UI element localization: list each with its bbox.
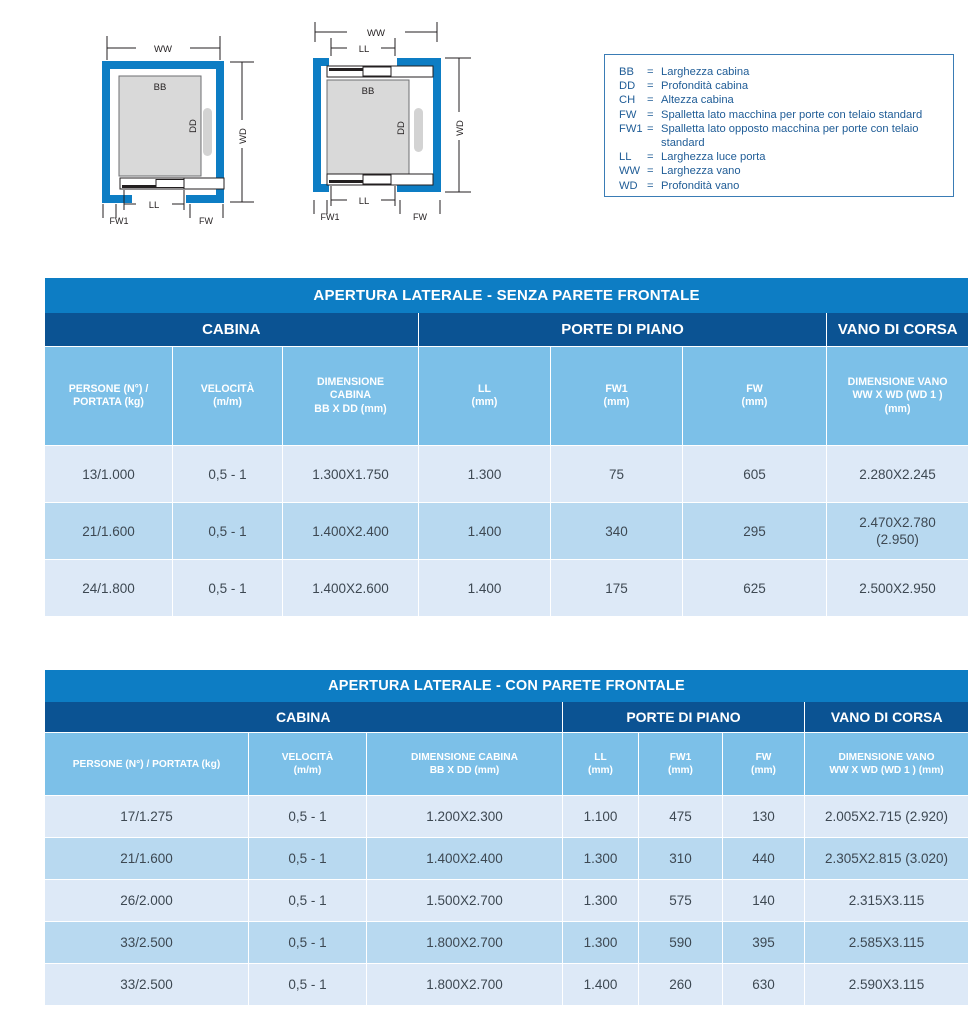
cell-value: 590 xyxy=(669,935,692,950)
table1-column-header xyxy=(551,347,683,446)
cell-value: 630 xyxy=(752,977,775,992)
legend-key: CH xyxy=(619,94,636,107)
cell-value: 33/2.500 xyxy=(120,977,173,992)
cell-fw xyxy=(683,560,827,617)
cell-persone-portata xyxy=(45,880,249,922)
cell-persone-portata xyxy=(45,446,173,503)
cell-velocita xyxy=(249,838,367,880)
table-row xyxy=(45,964,968,1006)
legend-key: WW xyxy=(619,165,641,178)
door-assembly xyxy=(120,178,224,189)
cell-fw1 xyxy=(639,880,723,922)
table1-title-row xyxy=(45,278,968,313)
table2-group-row xyxy=(45,702,968,733)
legend-key: LL xyxy=(619,151,632,164)
cell-dimensione-cabina xyxy=(367,964,563,1006)
table2-title: APERTURA LATERALE - CON PARETE FRONTALE xyxy=(45,670,968,702)
table1-column-header xyxy=(683,347,827,446)
cell-value: 260 xyxy=(669,977,692,992)
cell-value: 625 xyxy=(743,580,766,596)
cell-fw1 xyxy=(639,796,723,838)
diagram-right-label-wd: WD xyxy=(455,120,466,136)
dimension-legend-box xyxy=(604,54,954,197)
cell-value: 0,5 - 1 xyxy=(288,893,327,908)
cell-dimensione-cabina xyxy=(283,560,419,617)
specification-table-2 xyxy=(44,670,968,1006)
table2-column-header-line: (mm) xyxy=(588,765,613,776)
cell-velocita xyxy=(249,880,367,922)
legend-equals-sign: = xyxy=(647,66,654,78)
cell-value: 21/1.600 xyxy=(82,523,135,539)
legend-entry xyxy=(619,179,953,193)
diagram-left-label-fw: FW xyxy=(199,216,213,226)
door-assembly-top xyxy=(327,66,433,77)
legend-definition: Altezza cabina xyxy=(661,94,734,107)
table2-column-header xyxy=(367,733,563,796)
table-row xyxy=(45,446,968,503)
diagram-left-label-dd: DD xyxy=(188,119,199,133)
table1-column-header-line: DIMENSIONE xyxy=(316,375,385,388)
diagram-left-label-bb: BB xyxy=(153,82,167,93)
table2-column-header-line: (mm) xyxy=(751,765,776,776)
table1-column-header-line: (mm) xyxy=(603,396,630,408)
cell-fw xyxy=(683,503,827,560)
counterweight-shape xyxy=(203,108,212,156)
legend-entry xyxy=(619,79,953,93)
cell-value: 33/2.500 xyxy=(120,935,173,950)
cell-value: 0,5 - 1 xyxy=(288,977,327,992)
cell-value: 1.400 xyxy=(467,523,502,539)
specification-table-1 xyxy=(44,278,968,617)
legend-definition: Profondità cabina xyxy=(661,80,749,93)
legend-definition: Profondità vano xyxy=(661,179,740,192)
legend-definition: Larghezza cabina xyxy=(661,66,750,78)
cell-value: 1.400X2.600 xyxy=(312,580,389,596)
table2-column-header xyxy=(805,733,968,796)
legend-entry xyxy=(619,136,953,150)
cell-fw xyxy=(723,922,805,964)
cell-value: 24/1.800 xyxy=(82,580,135,596)
cell-value: 440 xyxy=(752,851,775,866)
cell-fw xyxy=(723,838,805,880)
cell-value: 395 xyxy=(752,935,775,950)
table-row xyxy=(45,796,968,838)
cell-ll xyxy=(419,446,551,503)
table1-column-header-line: (m/m) xyxy=(213,396,242,408)
table-row xyxy=(45,838,968,880)
cell-value: 1.300 xyxy=(583,851,618,866)
cell-velocita xyxy=(249,796,367,838)
table1-column-header-row xyxy=(45,347,968,446)
table-row xyxy=(45,560,968,617)
legend-entry xyxy=(619,122,953,136)
legend-definition: Larghezza vano xyxy=(661,165,741,178)
cell-ll xyxy=(563,922,639,964)
legend-equals-sign: = xyxy=(647,108,654,121)
diagram-left-label-ll: LL xyxy=(148,200,160,211)
cell-dimensione-cabina xyxy=(367,880,563,922)
cell-value: 0,5 - 1 xyxy=(208,580,247,596)
legend-equals-sign: = xyxy=(647,80,654,93)
table1-group-row xyxy=(45,313,968,347)
table1-group-porte-di-piano: PORTE DI PIANO xyxy=(419,313,827,347)
cell-persone-portata xyxy=(45,922,249,964)
cell-fw xyxy=(723,964,805,1006)
table-row xyxy=(45,880,968,922)
diagrams-and-legend-area xyxy=(0,0,968,250)
shaft-plan-diagram-without-front-wall xyxy=(72,28,272,228)
diagram-right-label-fw1: FW1 xyxy=(320,212,340,222)
cell-value: 75 xyxy=(608,466,625,482)
cell-value: 1.400 xyxy=(467,580,502,596)
diagram-left-label-ww: WW xyxy=(154,44,172,55)
cell-value: 1.800X2.700 xyxy=(426,977,503,992)
table1-column-header xyxy=(173,347,283,446)
table2-group-porte-di-piano: PORTE DI PIANO xyxy=(563,702,805,733)
cell-value: 1.300 xyxy=(583,893,618,908)
table1-column-header-line: FW1 xyxy=(605,382,628,395)
cell-value: 130 xyxy=(752,809,775,824)
table2-title-row xyxy=(45,670,968,702)
table2-column-header-line: (mm) xyxy=(668,765,693,776)
diagram-right-label-dd: DD xyxy=(396,121,407,135)
table2-column-header-line: DIMENSIONE VANO xyxy=(838,752,935,763)
legend-entry xyxy=(619,150,953,164)
legend-key: DD xyxy=(619,80,636,93)
table1-column-header xyxy=(45,347,173,446)
cell-persone-portata xyxy=(45,964,249,1006)
diagram-right-label-bb: BB xyxy=(361,86,375,97)
table1-body xyxy=(45,446,968,617)
table1-column-header-line: BB X DD (mm) xyxy=(314,402,387,415)
cell-value: 1.300 xyxy=(583,935,618,950)
diagram-right-label-ll-top: LL xyxy=(358,44,370,55)
cell-value: 2.590X3.115 xyxy=(848,977,925,992)
cell-dimensione-vano xyxy=(805,964,968,1006)
cell-value: 21/1.600 xyxy=(120,851,173,866)
table1-column-header-line: VELOCITÀ xyxy=(200,382,255,395)
cell-persone-portata xyxy=(45,503,173,560)
cell-value: 140 xyxy=(752,893,775,908)
cell-value: 1.400X2.400 xyxy=(426,851,503,866)
shaft-plan-diagram-with-front-wall xyxy=(285,14,490,229)
cell-fw1 xyxy=(639,838,723,880)
table2-column-header xyxy=(563,733,639,796)
diagram-left-label-fw1: FW1 xyxy=(109,216,129,226)
table-apertura-laterale-con-parete-frontale xyxy=(44,670,968,1006)
diagram-left-label-wd: WD xyxy=(238,128,249,144)
cell-fw1 xyxy=(639,922,723,964)
legend-entry xyxy=(619,93,953,107)
cell-velocita xyxy=(249,922,367,964)
cell-dimensione-vano xyxy=(827,446,968,503)
cell-ll xyxy=(563,964,639,1006)
cell-value: 1.500X2.700 xyxy=(426,893,503,908)
legend-definition: Spalletta lato macchina per porte con telaio standard xyxy=(661,108,923,121)
cell-value: 2.500X2.950 xyxy=(859,580,936,596)
door-assembly-bottom xyxy=(327,174,433,185)
table2-column-header-line: WW X WD (WD 1 ) (mm) xyxy=(829,765,944,776)
cell-value: 1.400 xyxy=(583,977,618,992)
cell-value: 295 xyxy=(743,523,766,539)
cell-ll xyxy=(419,560,551,617)
cell-ll xyxy=(419,503,551,560)
legend-equals-sign: = xyxy=(647,122,654,135)
cell-fw1 xyxy=(551,446,683,503)
legend-rows xyxy=(619,65,953,193)
table2-column-header-line: FW xyxy=(755,752,772,763)
table-apertura-laterale-senza-parete-frontale xyxy=(44,278,968,617)
table2-column-header xyxy=(723,733,805,796)
table1-column-header-line: PORTATA (kg) xyxy=(73,396,144,408)
counterweight-shape xyxy=(414,108,423,152)
cell-value: 17/1.275 xyxy=(120,809,173,824)
table2-column-header-row xyxy=(45,733,968,796)
diagram-right-label-ww: WW xyxy=(367,28,385,39)
table1-column-header-line: WW X WD (WD 1 ) xyxy=(852,389,943,402)
legend-equals-sign: = xyxy=(647,94,654,107)
cell-value-secondary: (2.950) xyxy=(876,532,919,547)
table1-title: APERTURA LATERALE - SENZA PARETE FRONTALE xyxy=(45,278,968,313)
cell-fw xyxy=(723,796,805,838)
cell-persone-portata xyxy=(45,838,249,880)
cell-value: 475 xyxy=(669,809,692,824)
legend-definition: Spalletta lato opposto macchina per porte con telaio xyxy=(661,122,919,135)
cell-fw1 xyxy=(639,964,723,1006)
legend-equals-sign: = xyxy=(647,151,654,164)
table1-column-header-line: FW xyxy=(746,382,763,395)
cell-fw1 xyxy=(551,503,683,560)
cell-value: 2.315X3.115 xyxy=(848,893,925,908)
cell-value: 605 xyxy=(743,466,766,482)
table2-column-header xyxy=(45,733,249,796)
cell-value: 2.005X2.715 (2.920) xyxy=(824,809,949,824)
cell-velocita xyxy=(173,446,283,503)
cell-value: 2.585X3.115 xyxy=(848,935,925,950)
cell-value: 310 xyxy=(669,851,692,866)
cell-fw1 xyxy=(551,560,683,617)
cell-value: 1.400X2.400 xyxy=(312,523,389,539)
cell-value: 0,5 - 1 xyxy=(288,809,327,824)
cell-dimensione-vano xyxy=(805,796,968,838)
table-row xyxy=(45,503,968,560)
table1-column-header-line: LL xyxy=(478,382,491,395)
cell-dimensione-cabina xyxy=(367,796,563,838)
legend-key: BB xyxy=(619,66,634,78)
table1-group-vano-di-corsa: VANO DI CORSA xyxy=(827,313,968,347)
table1-column-header xyxy=(827,347,968,446)
cell-fw xyxy=(723,880,805,922)
table-row xyxy=(45,922,968,964)
table2-column-header-line: BB X DD (mm) xyxy=(429,765,500,776)
table2-group-vano-di-corsa: VANO DI CORSA xyxy=(805,702,968,733)
cell-velocita xyxy=(249,964,367,1006)
table1-column-header-line: CABINA xyxy=(329,389,372,402)
table2-body xyxy=(45,796,968,1006)
cell-ll xyxy=(563,796,639,838)
table1-column-header-line: (mm) xyxy=(471,396,498,408)
diagram-right-label-fw: FW xyxy=(413,212,427,222)
table2-column-header-line: (m/m) xyxy=(293,765,322,776)
cell-value: 575 xyxy=(669,893,692,908)
cell-value: 1.200X2.300 xyxy=(426,809,503,824)
table2-column-header-line: LL xyxy=(594,752,607,763)
legend-equals-sign: = xyxy=(647,165,654,178)
cell-value: 1.300X1.750 xyxy=(312,466,389,482)
cell-value: 340 xyxy=(605,523,628,539)
legend-definition: standard xyxy=(661,137,705,150)
cell-fw xyxy=(683,446,827,503)
table2-column-header xyxy=(249,733,367,796)
cell-velocita xyxy=(173,560,283,617)
cell-ll xyxy=(563,880,639,922)
cell-dimensione-cabina xyxy=(283,503,419,560)
legend-definition: Larghezza luce porta xyxy=(661,151,766,164)
table2-column-header-line: PERSONE (N°) / PORTATA (kg) xyxy=(72,758,221,770)
cell-dimensione-vano xyxy=(805,922,968,964)
cell-value: 2.280X2.245 xyxy=(859,466,936,482)
cell-value: 2.305X2.815 (3.020) xyxy=(824,851,949,866)
table2-column-header-line: VELOCITÀ xyxy=(281,752,334,763)
cell-ll xyxy=(563,838,639,880)
table1-group-cabina: CABINA xyxy=(45,313,419,347)
cell-dimensione-vano xyxy=(827,560,968,617)
cell-dimensione-cabina xyxy=(367,838,563,880)
cell-persone-portata xyxy=(45,560,173,617)
cell-persone-portata xyxy=(45,796,249,838)
cell-velocita xyxy=(173,503,283,560)
table1-column-header-line: PERSONE (N°) / xyxy=(68,382,149,395)
diagram-right-svg xyxy=(285,14,490,229)
cell-value: 0,5 - 1 xyxy=(208,523,247,539)
cell-dimensione-cabina xyxy=(283,446,419,503)
cell-value: 26/2.000 xyxy=(120,893,173,908)
legend-key: FW xyxy=(619,108,637,121)
table1-column-header-line: (mm) xyxy=(741,396,768,408)
cell-value: 2.470X2.780 xyxy=(859,515,936,530)
cell-value: 175 xyxy=(605,580,628,596)
cell-value: 13/1.000 xyxy=(82,466,135,482)
cell-value: 1.100 xyxy=(583,809,618,824)
cell-value: 0,5 - 1 xyxy=(288,935,327,950)
table1-column-header xyxy=(283,347,419,446)
legend-key: WD xyxy=(619,179,638,192)
cell-dimensione-vano xyxy=(805,880,968,922)
table1-column-header-line: DIMENSIONE VANO xyxy=(847,375,948,388)
table2-column-header xyxy=(639,733,723,796)
diagram-left-svg xyxy=(72,28,272,228)
legend-entry xyxy=(619,108,953,122)
cell-dimensione-vano xyxy=(827,503,968,560)
cell-value: 1.300 xyxy=(467,466,502,482)
table1-column-header xyxy=(419,347,551,446)
table1-column-header-line: (mm) xyxy=(884,402,911,415)
table2-column-header-line: DIMENSIONE CABINA xyxy=(411,752,518,763)
legend-equals-sign: = xyxy=(647,179,654,192)
legend-entry xyxy=(619,65,953,79)
cell-dimensione-vano xyxy=(805,838,968,880)
table2-group-cabina: CABINA xyxy=(45,702,563,733)
table2-column-header-line: FW1 xyxy=(669,752,692,763)
legend-key: FW1 xyxy=(619,122,643,135)
cell-value: 1.800X2.700 xyxy=(426,935,503,950)
cell-dimensione-cabina xyxy=(367,922,563,964)
cell-value: 0,5 - 1 xyxy=(208,466,247,482)
cell-value: 0,5 - 1 xyxy=(288,851,327,866)
legend-entry xyxy=(619,164,953,178)
diagram-right-label-ll-bottom: LL xyxy=(358,196,370,207)
